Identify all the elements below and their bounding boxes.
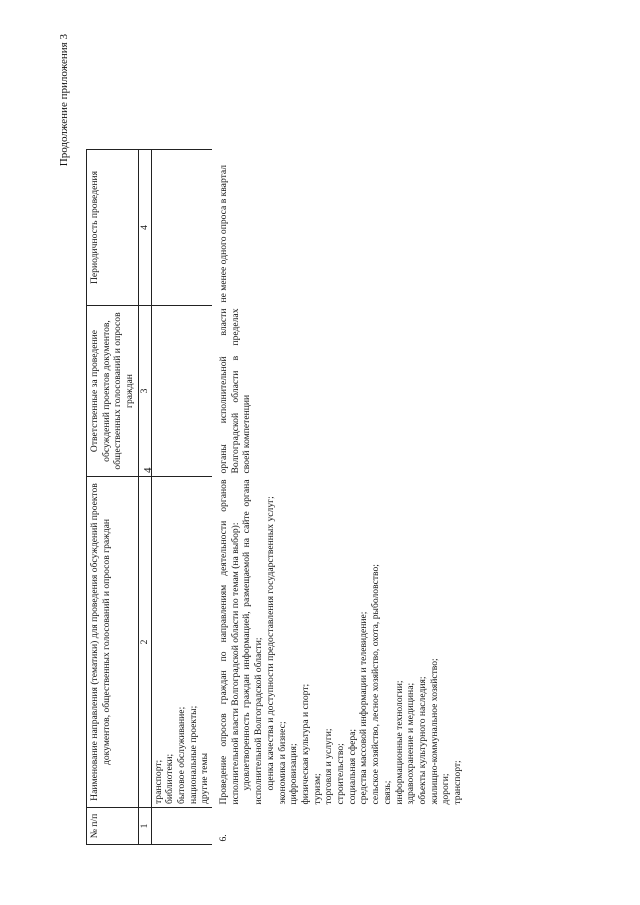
list-item: объекты культурного наследия; <box>416 676 428 805</box>
header-direction: Наименование направления (тематики) для проведения обсуждений проектов документов, общественных голосований и опросов граждан <box>87 477 139 808</box>
row-intro: Проведение опросов граждан по направлениям деятельности органов исполнительной власти Волгоградской области по темам (на выбор): <box>218 479 241 805</box>
list-item: физическая культура и спорт; <box>299 683 311 805</box>
row-number: 6. <box>218 834 230 842</box>
list-item: национальные проекты; <box>187 705 199 804</box>
header-periodicity: Периодичность проведения <box>87 150 139 306</box>
column-number: 3 <box>138 306 151 477</box>
cell-previous-items <box>151 477 212 808</box>
list-item: информационные технологии; <box>393 680 405 805</box>
list-item: транспорт; <box>452 760 464 805</box>
header-row <box>87 150 139 845</box>
page-number: 4 <box>142 467 154 473</box>
column-number: 4 <box>138 150 151 306</box>
list-item: связь; <box>381 780 393 805</box>
list-item: другие темы <box>199 752 211 804</box>
column-number: 1 <box>138 808 151 845</box>
list-item: средства массовой информации и телевидение; <box>358 611 370 805</box>
list-item: туризм; <box>311 773 323 805</box>
list-item: социальная сфера; <box>346 728 358 805</box>
list-item: библиотеки; <box>164 753 176 804</box>
row-subtopic: оценка качества и доступности предоставления государственных услуг; <box>264 496 276 791</box>
list-item: строительство; <box>335 743 347 805</box>
cell-empty <box>151 150 212 306</box>
list-item: транспорт; <box>152 759 164 804</box>
continuation-label: Продолжение приложения 3 <box>58 34 70 167</box>
header-responsible: Ответственные за проведение обсуждений проектов документов, общественных голосований и опросов граждан <box>87 306 139 477</box>
cell-num-empty <box>151 808 212 845</box>
list-item: жилищно-коммунальное хозяйство; <box>428 658 440 805</box>
list-item: экономика и бизнес; <box>276 721 288 805</box>
table-row-previous <box>151 150 212 845</box>
row-subtopic: удовлетворенность граждан информацией, размещаемой на сайте органа исполнительной Волгоградской области; <box>241 479 265 805</box>
list-item: здравоохранение и медицина; <box>405 682 417 805</box>
header-num: № п/п <box>87 808 139 845</box>
cell-periodicity: не менее одного опроса в квартал <box>218 164 230 303</box>
column-number-row <box>138 150 151 845</box>
list-item: бытовое обслуживание; <box>175 706 187 804</box>
list-item: сельское хозяйство, лесное хозяйство, охота, рыболовство; <box>370 564 382 805</box>
cell-empty <box>151 306 212 477</box>
list-item: торговля и услуги; <box>323 728 335 805</box>
list-item: цифровизация; <box>288 743 300 805</box>
list-item: дороги; <box>440 773 452 805</box>
cell-direction <box>212 477 465 808</box>
schedule-table <box>86 149 465 845</box>
table-row-6 <box>212 150 465 845</box>
column-number: 2 <box>138 477 151 808</box>
cell-responsible: органы исполнительной власти Волгоградской области в пределах своей компетенции <box>218 308 253 474</box>
